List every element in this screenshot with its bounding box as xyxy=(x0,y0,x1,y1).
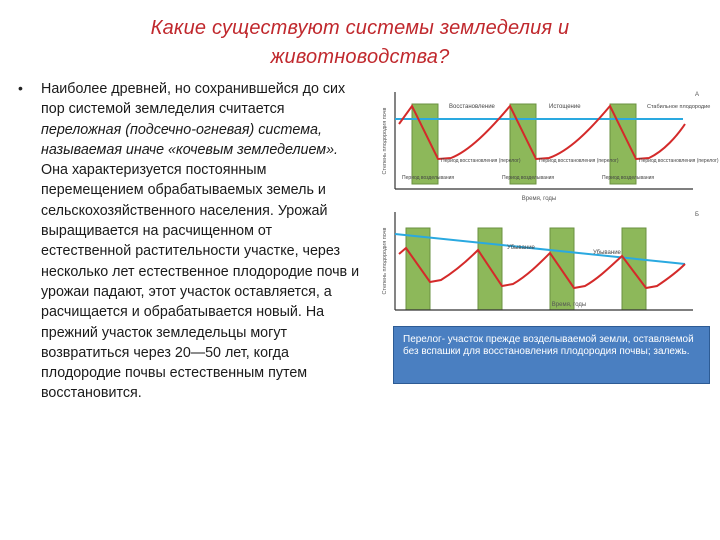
axis-xlabel: Время, годы xyxy=(521,196,557,202)
axis-xlabel: Время, годы xyxy=(551,302,587,308)
title-line-2: животноводства? xyxy=(270,46,450,68)
label-cultivation-3: Период возделывания xyxy=(602,175,655,181)
cultivation-bar-4 xyxy=(622,228,646,310)
green-bars xyxy=(406,228,646,310)
label-fallow-3: Период восстановления (перелог) xyxy=(639,158,719,164)
label-decline-1: Убывание xyxy=(507,245,535,251)
label-recovery: Восстановление xyxy=(449,104,495,110)
axis-ylabel: Степень плодородия почв xyxy=(382,107,388,175)
fertility-line xyxy=(399,106,685,159)
slide-title xyxy=(60,14,660,72)
definition-text: Перелог- участок прежде возделываемой земли, оставляемой без вспашки для восстановления плодородия почвы; залежь. xyxy=(403,334,694,357)
body-text-italic: переложная (подсечно-огневая) система, называемая иначе «кочевым земледелием». xyxy=(41,121,339,158)
title-line-1: Какие существуют системы земледелия и xyxy=(150,17,570,39)
body-paragraph xyxy=(41,79,361,404)
label-decline-2: Убывание xyxy=(593,250,621,256)
bullet-marker: • xyxy=(18,80,23,96)
label-fallow-2: Период восстановления (перелог) xyxy=(539,158,619,164)
label-cultivation-2: Период возделывания xyxy=(502,175,555,181)
definition-box xyxy=(393,326,710,384)
label-fallow-1: Период восстановления (перелог) xyxy=(441,158,521,164)
label-depletion: Истощение xyxy=(549,104,581,110)
cultivation-bar-1 xyxy=(406,228,430,310)
panel-letter: Б xyxy=(695,212,699,218)
axis-ylabel: Степень плодородия почв xyxy=(382,227,388,295)
label-stable: Стабильное плодородие xyxy=(647,104,711,110)
label-cultivation-1: Период возделывания xyxy=(402,175,455,181)
panel-letter: A xyxy=(695,92,700,98)
body-text-part1: Наиболее древней, но сохранившейся до сих пор системой земледелия считается xyxy=(41,81,346,118)
chart-fallow-declining xyxy=(379,206,701,316)
chart-fallow-stable xyxy=(379,86,719,204)
body-text-part3: Она характеризуется постоянным перемещением обрабатываемых земель и сельскохозяйственного населения. Урожай выращивается на расчищенном от естественной растительности участке, через несколько лет естественное плодородие почв и урожаи падают, этот участок оставляется, а расчищается и обрабатывается новый. На прежний участок земледельцы могут возвратиться через 20—50 лет, когда плодородие почвы естественным путем восстановится. xyxy=(41,162,360,402)
